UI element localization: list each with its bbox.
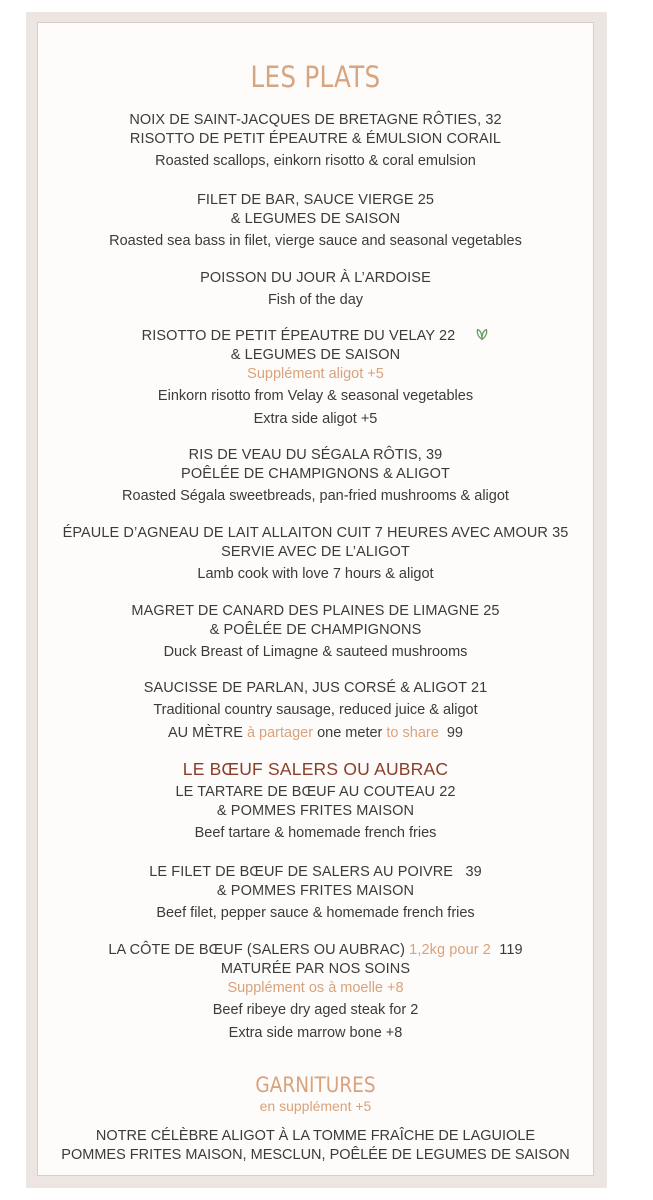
dish-cote-de-boeuf [37, 941, 594, 1044]
dish-name: LE FILET DE BŒUF DE SALERS AU POIVRE 39 [149, 864, 482, 880]
section-title-beef: LE BŒUF SALERS OU AUBRAC [182, 759, 449, 779]
leaf-icon [475, 327, 489, 341]
dish-description: Lamb cook with love 7 hours & aligot [197, 566, 434, 582]
dish-name-line2: MATURÉE PAR NOS SOINS [220, 961, 411, 977]
garniture-line: POMMES FRITES MAISON, MESCLUN, POÊLÉE DE LEGUMES DE SAISON [61, 1147, 570, 1163]
dish-ris-de-veau [37, 446, 594, 507]
dish-tartare [37, 783, 594, 844]
dish-description: Beef filet, pepper sauce & homemade french fries [156, 905, 475, 921]
dish-name-text: RISOTTO DE PETIT ÉPEAUTRE DU VELAY 22 [141, 328, 456, 344]
page-title: LES PLATS [250, 60, 381, 94]
dish-description: Beef ribeye dry aged steak for 2 [212, 1002, 419, 1018]
dish-price: 119 [490, 942, 523, 958]
dish-description: Roasted sea bass in filet, vierge sauce and seasonal vegetables [109, 233, 522, 249]
dish-name-line2: & POÊLÉE DE CHAMPIGNONS [209, 622, 422, 638]
garnitures-subtitle: en supplément +5 [259, 1098, 372, 1114]
dish-saint-jacques [37, 111, 594, 172]
dish-name-line2: & POMMES FRITES MAISON [216, 883, 415, 899]
dish-name: RIS DE VEAU DU SÉGALA RÔTIS, 39 [188, 447, 443, 463]
portion-note: 1,2kg pour 2 [409, 942, 491, 958]
meter-label: AU MÈTRE [168, 725, 247, 741]
dish-name-line2: RISOTTO DE PETIT ÉPEAUTRE & ÉMULSION CORAIL [129, 131, 502, 147]
dish-filet-de-bar [37, 191, 594, 252]
dish-description: Fish of the day [267, 292, 364, 308]
dish-name: FILET DE BAR, SAUCE VIERGE 25 [196, 192, 435, 208]
dish-saucisse [37, 679, 594, 744]
garnitures-list [37, 1127, 594, 1165]
meter-share-en: to share [386, 725, 439, 741]
meter-one-meter: one meter [313, 725, 387, 741]
dish-name [37, 327, 594, 346]
dish-poisson-du-jour [37, 269, 594, 311]
dish-description-extra: Extra side aligot +5 [253, 411, 378, 427]
dish-name-line2: SERVIE AVEC DE L’ALIGOT [221, 544, 410, 560]
dish-name: POISSON DU JOUR À L’ARDOISE [200, 270, 431, 286]
dish-name: NOIX DE SAINT-JACQUES DE BRETAGNE RÔTIES, 32 [129, 112, 502, 128]
dish-filet-boeuf [37, 863, 594, 924]
supplement: Supplément aligot +5 [247, 366, 384, 382]
dish-name-line2: & LEGUMES DE SAISON [230, 347, 401, 363]
dish-description: Einkorn risotto from Velay & seasonal vegetables [157, 388, 474, 404]
dish-description: Duck Breast of Limagne & sauteed mushrooms [163, 644, 468, 660]
menu-content [37, 22, 594, 1165]
garniture-line: NOTRE CÉLÈBRE ALIGOT À LA TOMME FRAÎCHE DE LAGUIOLE [95, 1128, 536, 1144]
meter-line [37, 722, 594, 744]
dish-description: Roasted Ségala sweetbreads, pan-fried mushrooms & aligot [122, 488, 509, 504]
dish-magret [37, 602, 594, 663]
dish-name: ÉPAULE D’AGNEAU DE LAIT ALLAITON CUIT 7 HEURES AVEC AMOUR 35 [62, 525, 569, 541]
dish-description-extra: Extra side marrow bone +8 [228, 1025, 403, 1041]
dish-description: Traditional country sausage, reduced juice & aligot [153, 702, 478, 718]
dish-name [37, 941, 594, 960]
dish-risotto [37, 327, 594, 430]
dish-name-line2: POÊLÉE DE CHAMPIGNONS & ALIGOT [181, 466, 450, 482]
dish-name: LE TARTARE DE BŒUF AU COUTEAU 22 [175, 784, 456, 800]
supplement: Supplément os à moelle +8 [227, 980, 404, 996]
dish-name-line2: & LEGUMES DE SAISON [230, 211, 401, 227]
meter-price: 99 [438, 725, 463, 741]
dish-name-text: LA CÔTE DE BŒUF (SALERS OU AUBRAC) [108, 942, 410, 958]
meter-share-fr: à partager [246, 725, 314, 741]
dish-name: MAGRET DE CANARD DES PLAINES DE LIMAGNE 25 [131, 603, 500, 619]
dish-name: SAUCISSE DE PARLAN, JUS CORSÉ & ALIGOT 21 [143, 680, 488, 696]
dish-name-line2: & POMMES FRITES MAISON [216, 803, 415, 819]
section-title-garnitures: GARNITURES [255, 1073, 376, 1097]
dish-description: Beef tartare & homemade french fries [194, 825, 437, 841]
dish-epaule-agneau [37, 524, 594, 585]
dish-description: Roasted scallops, einkorn risotto & coral emulsion [155, 153, 476, 169]
